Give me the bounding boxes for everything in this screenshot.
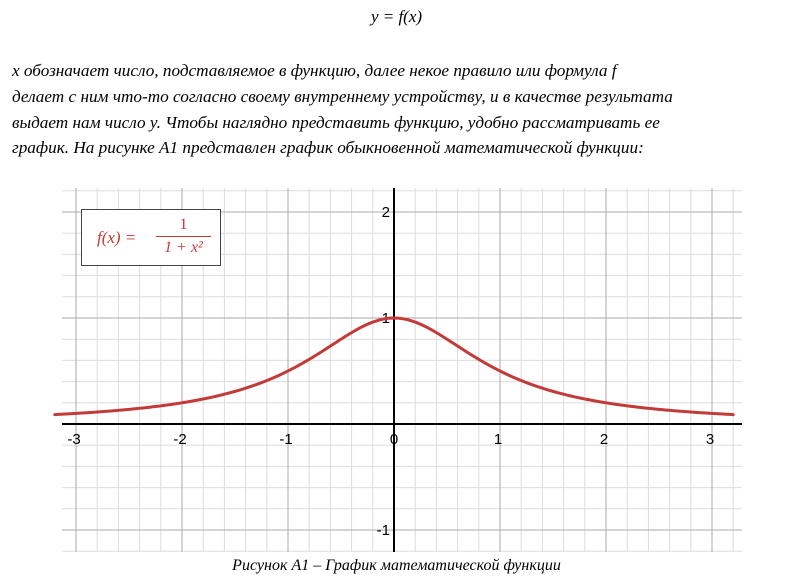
y-tick-label: 2 (381, 204, 390, 221)
legend-numerator: 1 (179, 216, 188, 233)
legend-fraction (156, 216, 211, 257)
y-tick-label: 1 (381, 310, 390, 327)
x-tick-label: 2 (599, 431, 609, 448)
x-tick-label: -2 (173, 431, 187, 448)
paragraph-line: делает с ним что-то согласно своему внутреннему устройству, и в качестве результата (12, 86, 673, 106)
y-tick-label: -1 (376, 522, 390, 539)
x-tick-label: -3 (67, 431, 81, 448)
function-legend (81, 209, 221, 266)
legend-lhs: f(x) = (97, 228, 137, 247)
function-formula: y = f(x) (370, 7, 423, 26)
x-tick-label: -1 (279, 431, 293, 448)
x-tick-label: 1 (493, 431, 503, 448)
paragraph-line: x обозначает число, подставляемое в функцию, далее некое правило или формула f (12, 61, 617, 80)
x-tick-label: 0 (389, 431, 399, 448)
legend-denominator: 1 + x² (164, 239, 203, 256)
x-tick-label: 3 (705, 431, 715, 448)
paragraph-line: выдает нам число y. Чтобы наглядно представить функцию, удобно рассматривать ее (12, 112, 660, 132)
fraction-bar (156, 236, 211, 237)
paragraph-line: график. На рисунке А1 представлен график обыкновенной математической функции: (12, 138, 644, 158)
figure-caption: Рисунок А1 – График математической функции (232, 557, 561, 574)
